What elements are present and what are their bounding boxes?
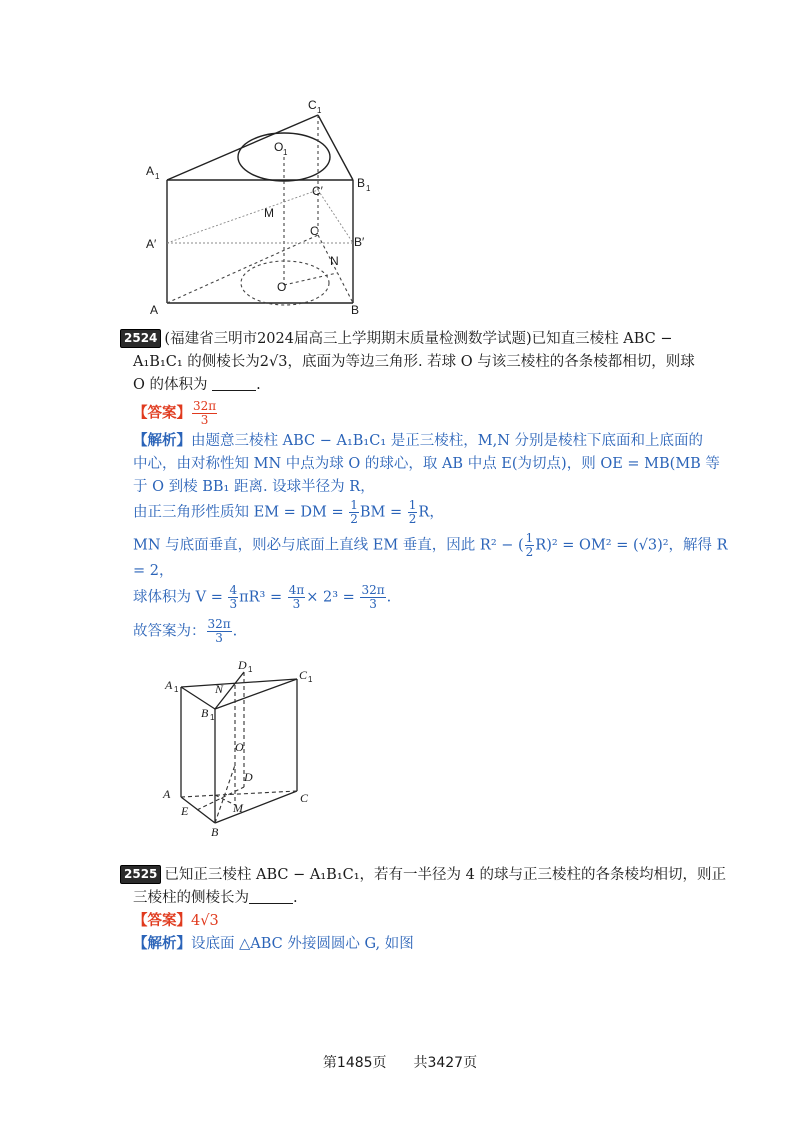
- problem-number-2524: 2524: [120, 329, 161, 348]
- analysis-line-6: = 2，: [133, 563, 174, 579]
- page-footer: [0, 1052, 800, 1072]
- fraction: $\frac{32\pi}{3}$: [361, 583, 385, 611]
- answer-fraction: $\frac{32\pi}{3}$: [193, 399, 217, 427]
- label-B: B: [211, 825, 219, 839]
- label-O1: O: [274, 140, 284, 154]
- label-A: A: [150, 303, 159, 317]
- label-M: M: [264, 206, 274, 220]
- fraction: $\frac{32\pi}{3}$: [207, 617, 231, 645]
- analysis-text-1: 由题意三棱柱 ABC − A₁B₁C₁ 是正三棱柱，M,N 分别是棱柱下底面和上底面的: [191, 433, 703, 449]
- label-B1-sub: 1: [366, 184, 371, 193]
- page-number: 第1485页: [322, 1055, 387, 1071]
- label-Bprime: B′: [354, 235, 365, 249]
- label-A1-sub: 1: [174, 685, 179, 694]
- period: .: [256, 377, 261, 393]
- label-Cprime: C′: [312, 184, 323, 198]
- label-D: D: [244, 770, 253, 784]
- problem-2525-line-1: [120, 864, 726, 886]
- analysis-tag: 【解析】: [133, 432, 191, 449]
- problem-2524-line-2: A₁B₁C₁ 的侧棱长为2√3，底面为等边三角形. 若球 O 与该三棱柱的各条棱都相切，则球: [133, 354, 695, 370]
- answer-blank: [249, 889, 293, 904]
- analysis-line-4: 由正三角形性质知 EM = DM = $\frac{1}{2}$ BM = $\frac{1}{2}$ R，: [133, 498, 444, 526]
- label-O1-sub: 1: [283, 148, 288, 157]
- analysis-line-2525: [133, 933, 414, 955]
- analysis-tag: 【解析】: [133, 935, 191, 952]
- answer-blank: [212, 376, 256, 391]
- label-O: O: [277, 280, 287, 294]
- label-M: M: [233, 801, 243, 815]
- label-E: E: [181, 804, 189, 818]
- label-A: A: [163, 787, 171, 801]
- fraction: $\frac{1}{2}$: [350, 498, 358, 526]
- label-Aprime: A′: [146, 237, 157, 251]
- figure-triangular-prism: [155, 655, 330, 840]
- problem-2524-line-1: [120, 328, 672, 350]
- label-N: N: [215, 682, 224, 696]
- problem-2524-source: (福建省三明市2024届高三上学期期末质量检测数学试题)已知直三棱柱 ABC −: [164, 331, 673, 347]
- label-C1: C: [299, 668, 308, 682]
- analysis-line-8: 故答案为： $\frac{32\pi}{3}$ .: [133, 617, 238, 645]
- analysis-line-3: 于 O 到棱 BB₁ 距离. 设球半径为 R，: [133, 479, 375, 495]
- label-C1-sub: 1: [308, 675, 313, 684]
- label-B1-sub: 1: [210, 713, 215, 722]
- answer-tag: 【答案】: [133, 912, 191, 929]
- label-C: C: [310, 224, 319, 238]
- fraction: $\frac{4}{3}$: [229, 583, 238, 611]
- label-N: N: [330, 254, 339, 268]
- fraction: $\frac{1}{2}$: [525, 531, 534, 559]
- answer-line-2524: [133, 400, 218, 427]
- total-pages: 共3427页: [413, 1055, 478, 1071]
- label-B1: B: [201, 706, 209, 720]
- problem-2524-line-3: [133, 374, 261, 396]
- analysis-line-7: 球体积为 V = $\frac{4}{3}$ πR³ = $\frac{4\pi}{3}$ × 2³ = $\frac{32\pi}{3}$ .: [133, 583, 392, 611]
- problem-number-2525: 2525: [120, 865, 161, 884]
- problem-2525-line-2: 三棱柱的侧棱长为 .: [133, 890, 298, 906]
- fraction: $\frac{4\pi}{3}$: [288, 583, 305, 611]
- answer-value: 4√3: [191, 913, 219, 929]
- label-O: O: [235, 740, 244, 754]
- label-A1: A: [146, 164, 155, 178]
- label-B: B: [351, 303, 360, 317]
- problem-2525-text: 已知正三棱柱 ABC − A₁B₁C₁，若有一半径为 4 的球与正三棱柱的各条棱均相切，则正: [164, 867, 726, 883]
- label-C: C: [300, 791, 309, 805]
- answer-tag: 【答案】: [133, 404, 191, 422]
- answer-line-2525: [133, 910, 219, 932]
- fraction: $\frac{1}{2}$: [408, 498, 417, 526]
- label-B1: B: [357, 176, 366, 190]
- analysis-line-2: 中心，由对称性知 MN 中点为球 O 的球心，取 AB 中点 E(为切点)，则 OE = MB(MB 等: [133, 456, 720, 472]
- problem-2524-question: O 的体积为: [133, 377, 208, 393]
- analysis-line-5: MN 与底面垂直，则必与底面上直线 EM 垂直，因此 R² − ( $\frac{1}{2}$ R)² = OM² = (√3)²，解得 R: [133, 531, 728, 559]
- figure-prism-inscribed-sphere: [140, 95, 380, 320]
- label-D1-sub: 1: [248, 665, 253, 674]
- label-D1: D: [238, 658, 247, 672]
- analysis-line-1: [133, 430, 703, 452]
- label-A1-sub: 1: [155, 172, 160, 181]
- label-C1-sub: 1: [317, 106, 322, 115]
- label-C1: C: [308, 98, 317, 112]
- label-A1: A: [165, 678, 173, 692]
- analysis-text: 设底面 △ABC 外接圆圆心 G, 如图: [191, 936, 414, 952]
